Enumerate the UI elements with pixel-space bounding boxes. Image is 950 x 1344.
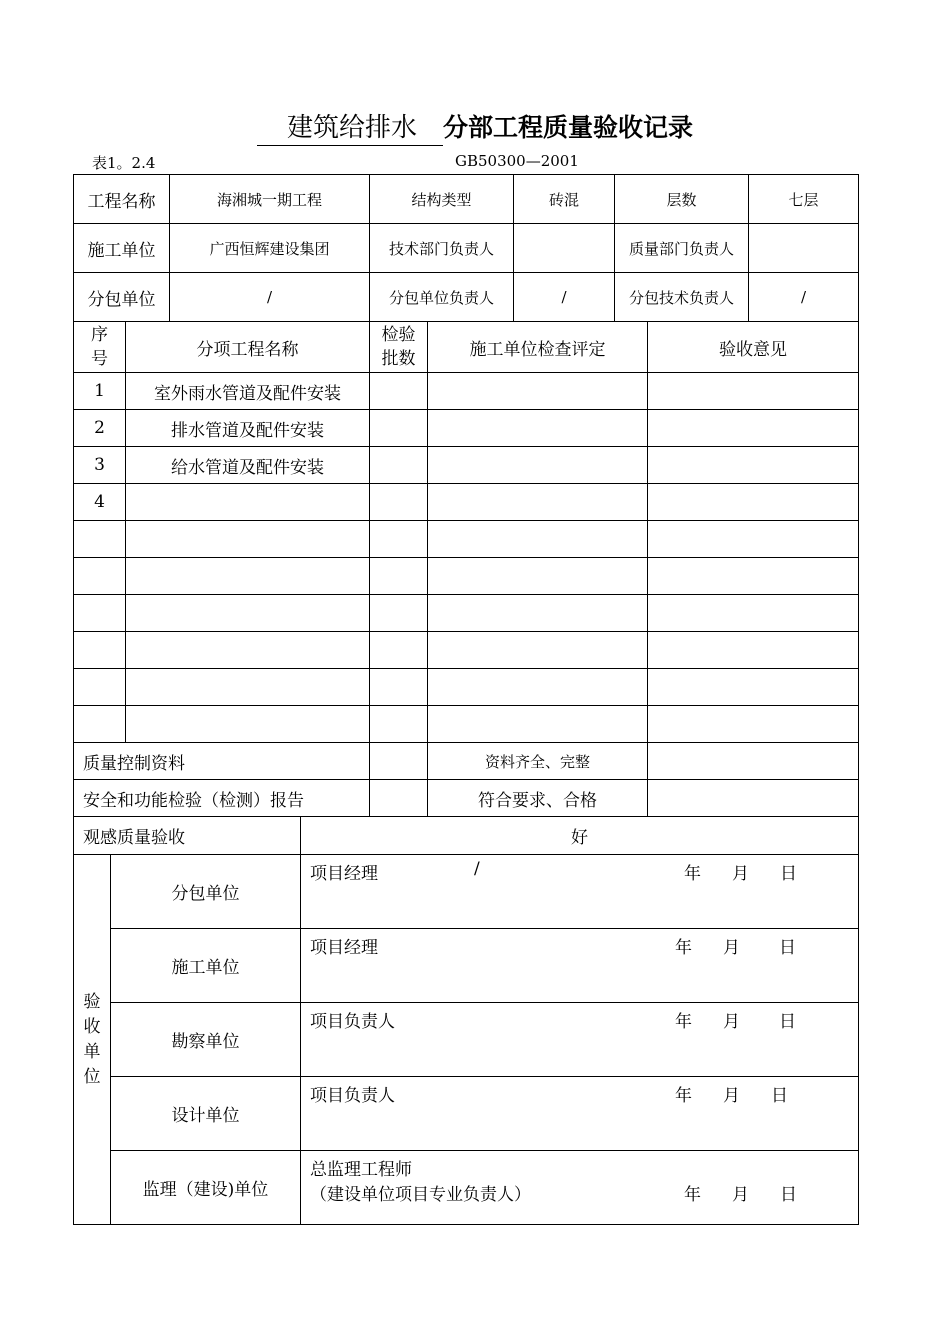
item-opinion <box>648 484 859 521</box>
unit-signature <box>301 1151 859 1225</box>
project-name-label: 工程名称 <box>74 175 170 224</box>
signature-month: 月 <box>723 938 740 958</box>
item-check <box>428 558 648 595</box>
item-opinion <box>648 595 859 632</box>
contractor-value: 广西恒辉建设集团 <box>170 224 370 273</box>
sub-unit-label: 分包单位 <box>74 273 170 322</box>
floors-label: 层数 <box>615 175 749 224</box>
item-batches <box>370 410 428 447</box>
signature-role: 项目经理 <box>310 864 378 884</box>
item-batches <box>370 595 428 632</box>
batches-header <box>370 322 428 373</box>
items-section <box>73 321 858 816</box>
sub-tech-head-value: / <box>749 273 859 322</box>
contractor-label: 施工单位 <box>74 224 170 273</box>
signature-year: 年 <box>675 1012 692 1032</box>
signature-value: / <box>474 859 480 879</box>
item-check <box>428 706 648 743</box>
opinion-header: 验收意见 <box>648 322 859 373</box>
unit-signature <box>301 1077 859 1151</box>
page-title <box>0 108 950 146</box>
tech-head-value <box>514 224 615 273</box>
item-opinion <box>648 410 859 447</box>
safety-report-opinion <box>648 780 859 817</box>
item-name: 室外雨水管道及配件安装 <box>126 373 370 410</box>
sub-unit-head-value: / <box>514 273 615 322</box>
item-seq <box>74 558 126 595</box>
signature-month: 月 <box>723 1012 740 1032</box>
item-check <box>428 595 648 632</box>
item-seq <box>74 521 126 558</box>
table-row <box>74 632 859 669</box>
item-seq: 4 <box>74 484 126 521</box>
item-seq: 2 <box>74 410 126 447</box>
sub-unit-head-label: 分包单位负责人 <box>370 273 514 322</box>
floors-value: 七层 <box>749 175 859 224</box>
unit-name: 施工单位 <box>111 929 301 1003</box>
item-opinion <box>648 669 859 706</box>
item-batches <box>370 632 428 669</box>
quality-docs-check: 资料齐全、完整 <box>428 743 648 780</box>
signature-year: 年 <box>675 1086 692 1106</box>
unit-name: 分包单位 <box>111 855 301 929</box>
safety-report-label: 安全和功能检验（检测）报告 <box>74 780 370 817</box>
item-seq <box>74 595 126 632</box>
item-opinion <box>648 706 859 743</box>
signature-line <box>310 1180 858 1205</box>
quality-docs-batches <box>370 743 428 780</box>
item-name: 给水管道及配件安装 <box>126 447 370 484</box>
signature-month: 月 <box>723 1086 740 1106</box>
signature-role: 项目负责人 <box>310 1086 395 1106</box>
table-row <box>74 447 859 484</box>
item-name <box>126 706 370 743</box>
item-check <box>428 669 648 706</box>
table-row <box>74 521 859 558</box>
signature-line <box>310 859 858 884</box>
items-body <box>74 373 859 743</box>
item-check <box>428 632 648 669</box>
table-row <box>74 669 859 706</box>
item-name <box>126 669 370 706</box>
item-seq: 3 <box>74 447 126 484</box>
item-batches <box>370 669 428 706</box>
item-batches <box>370 706 428 743</box>
item-name <box>126 521 370 558</box>
signature-role: 项目负责人 <box>310 1012 395 1032</box>
signature-line <box>310 1007 858 1032</box>
item-seq <box>74 669 126 706</box>
structure-type-value: 砖混 <box>514 175 615 224</box>
safety-report-check: 符合要求、合格 <box>428 780 648 817</box>
seq-header-text: 序号 <box>91 324 108 369</box>
quality-docs-label: 质量控制资料 <box>74 743 370 780</box>
acceptance-label <box>74 855 111 1225</box>
appearance-label: 观感质量验收 <box>74 817 301 855</box>
item-name-header: 分项工程名称 <box>126 322 370 373</box>
signature-role: 总监理工程师 <box>310 1160 412 1180</box>
item-opinion <box>648 521 859 558</box>
items-table <box>73 321 859 817</box>
header-table <box>73 174 859 322</box>
item-name <box>126 558 370 595</box>
sub-unit-value: / <box>170 273 370 322</box>
tech-head-label: 技术部门负责人 <box>370 224 514 273</box>
structure-type-label: 结构类型 <box>370 175 514 224</box>
table-row <box>74 558 859 595</box>
item-check <box>428 410 648 447</box>
item-batches <box>370 558 428 595</box>
project-name-value: 海湘城一期工程 <box>170 175 370 224</box>
signature-day: 日 <box>779 1012 796 1032</box>
signature-role: 项目经理 <box>310 938 378 958</box>
batches-header-text: 检验批数 <box>381 324 416 369</box>
table-row <box>74 373 859 410</box>
item-name: 排水管道及配件安装 <box>126 410 370 447</box>
title-suffix: 分部工程质量验收记录 <box>443 113 694 142</box>
table-row <box>74 484 859 521</box>
table-row <box>74 410 859 447</box>
item-seq <box>74 632 126 669</box>
item-check <box>428 484 648 521</box>
acceptance-label-text: 验收单位 <box>83 991 101 1087</box>
item-name <box>126 484 370 521</box>
sub-tech-head-label: 分包技术负责人 <box>615 273 749 322</box>
acceptance-table <box>73 816 859 1225</box>
item-batches <box>370 484 428 521</box>
item-batches <box>370 373 428 410</box>
check-header: 施工单位检查评定 <box>428 322 648 373</box>
unit-signature <box>301 855 859 929</box>
item-name <box>126 632 370 669</box>
signature-line <box>310 933 858 958</box>
signature-day: 日 <box>779 938 796 958</box>
quality-head-label: 质量部门负责人 <box>615 224 749 273</box>
item-seq <box>74 706 126 743</box>
signature-day: 日 <box>780 864 797 884</box>
signature-month: 月 <box>732 1185 749 1205</box>
table-row <box>74 595 859 632</box>
seq-header <box>74 322 126 373</box>
signature-day: 日 <box>780 1185 797 1205</box>
unit-signature <box>301 929 859 1003</box>
header-section <box>73 174 858 322</box>
unit-name: 设计单位 <box>111 1077 301 1151</box>
item-check <box>428 373 648 410</box>
item-name <box>126 595 370 632</box>
item-batches <box>370 447 428 484</box>
signature-day: 日 <box>771 1086 788 1106</box>
signature-month: 月 <box>732 864 749 884</box>
unit-name: 监理（建设)单位 <box>111 1151 301 1225</box>
table-row <box>74 706 859 743</box>
signature-role-detail: （建设单位项目专业负责人） <box>310 1185 531 1205</box>
item-check <box>428 447 648 484</box>
unit-signature <box>301 1003 859 1077</box>
item-opinion <box>648 632 859 669</box>
item-seq: 1 <box>74 373 126 410</box>
signature-year: 年 <box>675 938 692 958</box>
item-check <box>428 521 648 558</box>
title-subject: 建筑给排水 <box>257 111 443 146</box>
item-opinion <box>648 558 859 595</box>
item-opinion <box>648 447 859 484</box>
quality-head-value <box>749 224 859 273</box>
signature-line <box>310 1081 858 1106</box>
acceptance-section <box>73 816 858 1226</box>
signature-year: 年 <box>684 1185 701 1205</box>
quality-docs-opinion <box>648 743 859 780</box>
appearance-value: 好 <box>301 817 859 855</box>
item-opinion <box>648 373 859 410</box>
form-number: 表1。2.4 <box>92 154 156 172</box>
signature-year: 年 <box>684 864 701 884</box>
item-batches <box>370 521 428 558</box>
unit-name: 勘察单位 <box>111 1003 301 1077</box>
safety-report-batches <box>370 780 428 817</box>
standard-code: GB50300—2001 <box>455 152 579 170</box>
